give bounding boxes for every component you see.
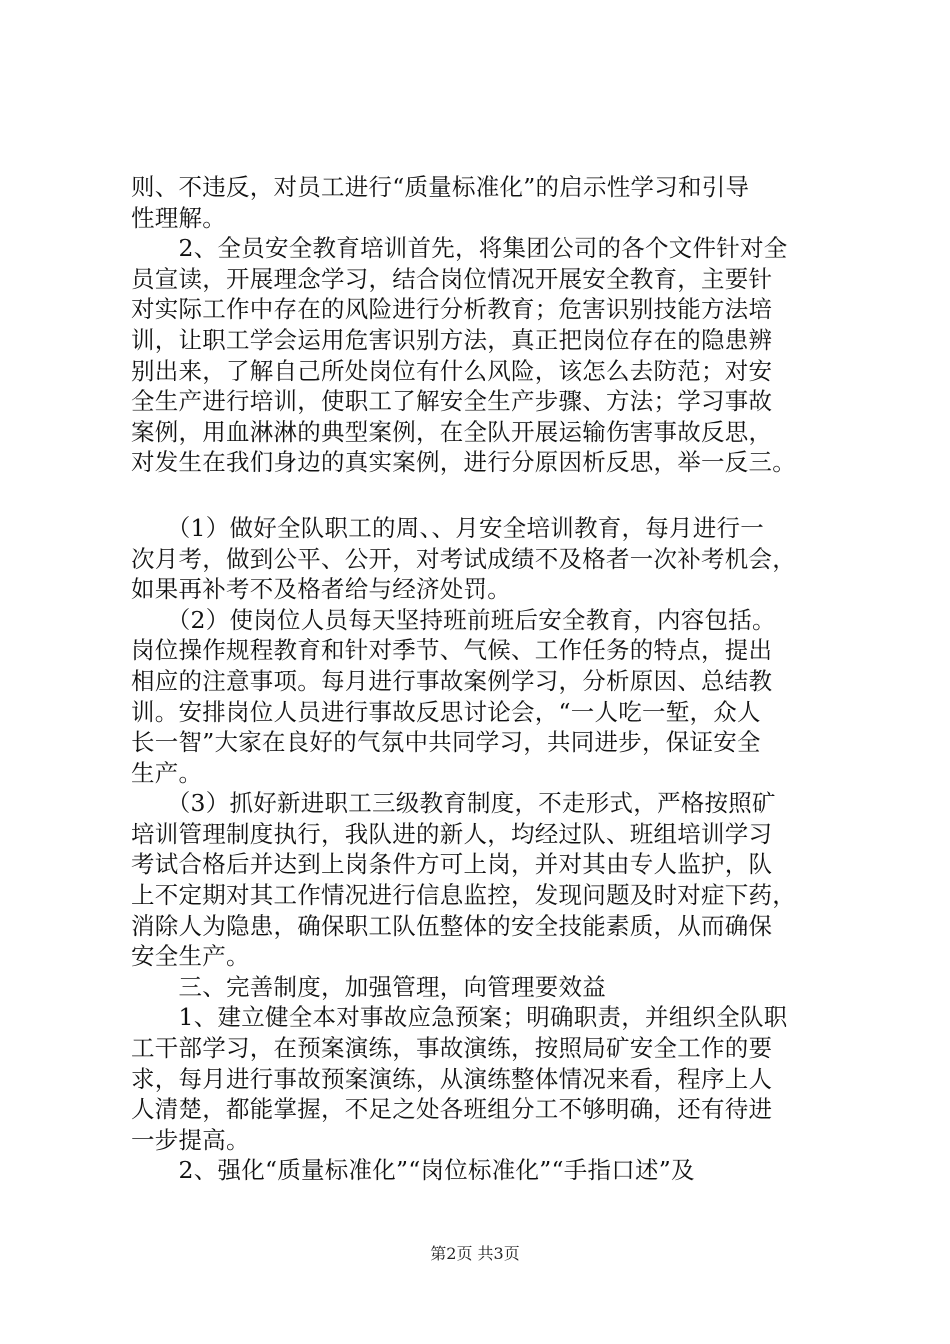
- text-line: 对发生在我们身边的真实案例，进行分原因析反思，举一反三。: [131, 448, 796, 477]
- text-line: 2、强化“质量标准化”“岗位标准化”“手指口述”及: [131, 1156, 695, 1185]
- text-line: 次月考，做到公平、公开，对考试成绩不及格者一次补考机会，: [131, 544, 796, 573]
- text-line: 工干部学习，在预案演练，事故演练，按照局矿安全工作的要: [131, 1034, 773, 1063]
- text-line: 训，让职工学会运用危害识别方法，真正把岗位存在的隐患辨: [131, 325, 773, 354]
- text-line: 1、建立健全本对事故应急预案；明确职责，并组织全队职: [131, 1003, 788, 1032]
- page-number-footer: 第2页 共3页: [430, 1244, 520, 1263]
- paragraph-gap: [131, 478, 831, 513]
- text-line: 性理解。: [131, 203, 226, 232]
- text-line: 人清楚，都能掌握，不足之处各班组分工不够明确，还有待进: [131, 1095, 773, 1124]
- text-line: （1）做好全队职工的周、、月安全培训教育，每月进行一: [131, 513, 764, 542]
- text-line: 员宣读，开展理念学习，结合岗位情况开展安全教育，主要针: [131, 264, 773, 293]
- text-line: 则、不违反，对员工进行“质量标准化”的启示性学习和引导: [131, 173, 750, 201]
- text-line: 全生产进行培训，使职工了解安全生产步骤、方法；学习事故: [131, 387, 773, 416]
- text-line: （3）抓好新进职工三级教育制度，不走形式，严格按照矿: [131, 789, 776, 818]
- text-line: 生产。: [131, 758, 203, 787]
- text-line: 训。安排岗位人员进行事故反思讨论会，“一人吃一堑，众人: [131, 697, 761, 726]
- text-line: 对实际工作中存在的风险进行分析教育；危害识别技能方法培: [131, 295, 773, 324]
- text-line: 求，每月进行事故预案演练，从演练整体情况来看，程序上人: [131, 1064, 773, 1093]
- text-line: 安全生产。: [131, 942, 250, 971]
- text-line: （2）使岗位人员每天坚持班前班后安全教育，内容包括。: [131, 605, 776, 634]
- text-line: 上不定期对其工作情况进行信息监控，发现问题及时对症下药，: [131, 881, 796, 910]
- text-line: 相应的注意事项。每月进行事故案例学习，分析原因、总结教: [131, 666, 773, 695]
- text-line: 考试合格后并达到上岗条件方可上岗，并对其由专人监护，队: [131, 850, 773, 879]
- text-line: 2、全员安全教育培训首先，将集团公司的各个文件针对全: [131, 234, 788, 263]
- text-line: 案例，用血淋淋的典型案例，在全队开展运输伤害事故反思，: [131, 417, 773, 446]
- section-heading: 三、完善制度，加强管理，向管理要效益: [131, 972, 606, 1001]
- text-line: 岗位操作规程教育和针对季节、气候、工作任务的特点，提出: [131, 636, 773, 665]
- text-line: 长一智”大家在良好的气氛中共同学习，共同进步，保证安全: [131, 728, 761, 757]
- text-line: 一步提高。: [131, 1125, 250, 1154]
- text-line: 培训管理制度执行，我队进的新人，均经过队、班组培训学习: [131, 819, 773, 848]
- text-line: 如果再补考不及格者给与经济处罚。: [131, 575, 511, 604]
- text-line: 消除人为隐患，确保职工队伍整体的安全技能素质，从而确保: [131, 911, 773, 940]
- document-body: [131, 172, 831, 1186]
- text-line: 别出来，了解自己所处岗位有什么风险，该怎么去防范；对安: [131, 356, 773, 385]
